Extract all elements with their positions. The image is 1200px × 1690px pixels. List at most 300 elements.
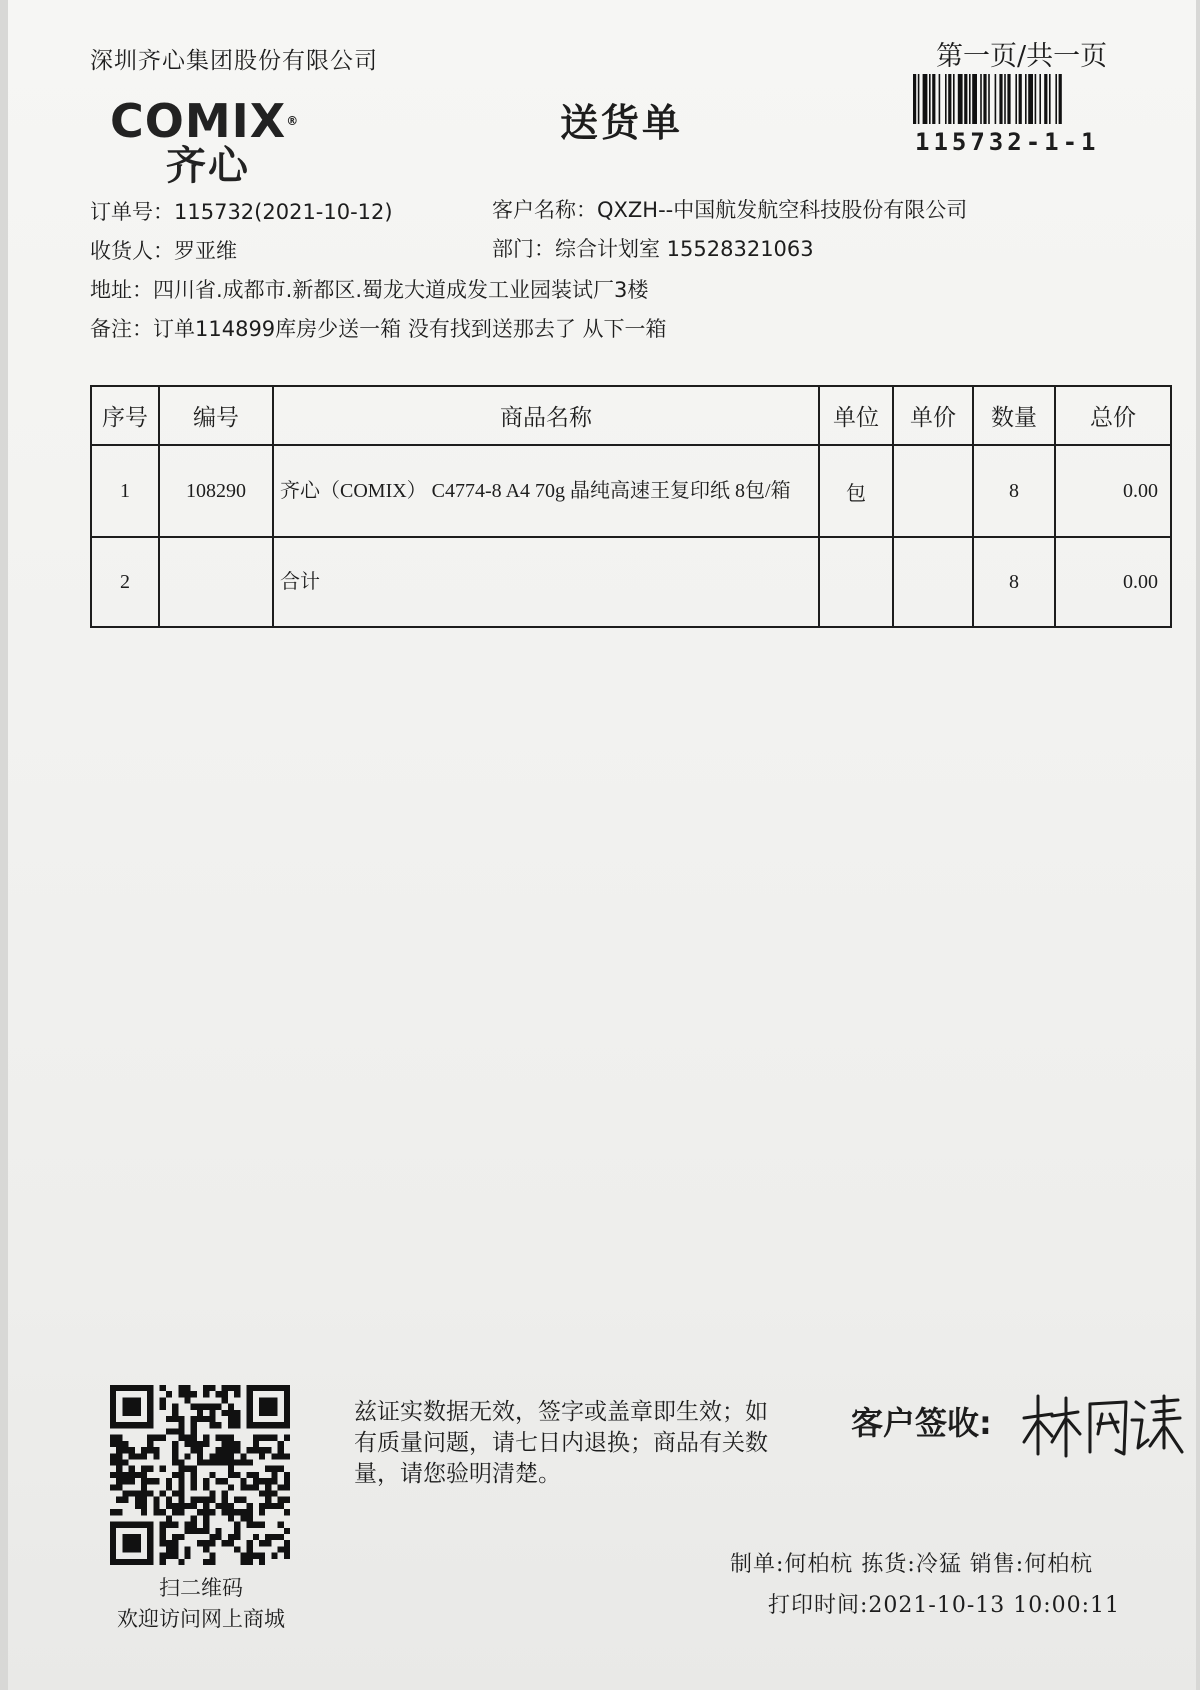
qr-module (141, 1497, 147, 1503)
qr-module (222, 1478, 228, 1484)
barcode-bar (980, 74, 982, 124)
qr-module (116, 1385, 122, 1391)
cell-code: 108290 (159, 445, 273, 537)
qr-module (160, 1491, 166, 1497)
qr-module (141, 1559, 147, 1565)
table-header-row (91, 386, 1171, 445)
qr-module (135, 1559, 141, 1565)
qr-module (172, 1534, 178, 1540)
qr-module (271, 1491, 277, 1497)
qr-module (172, 1410, 178, 1416)
qr-module (209, 1453, 215, 1459)
qr-module (191, 1497, 197, 1503)
cell-product-name: 齐心（COMIX） C4774-8 A4 70g 晶纯高速王复印纸 8包/箱 (273, 445, 819, 537)
qr-module (259, 1509, 265, 1515)
qr-module (172, 1447, 178, 1453)
qr-module (234, 1497, 240, 1503)
qr-module (141, 1385, 147, 1391)
qr-module (135, 1503, 141, 1509)
barcode-bar (995, 74, 997, 124)
qr-module (259, 1397, 265, 1403)
comix-logo: COMIX® 齐心 (110, 94, 300, 189)
qr-module (265, 1447, 271, 1453)
qr-module (191, 1391, 197, 1397)
qr-module (160, 1528, 166, 1534)
qr-module (191, 1466, 197, 1472)
logo-word: COMIX (110, 94, 287, 148)
qr-module (166, 1553, 172, 1559)
qr-module (135, 1410, 141, 1416)
qr-module (259, 1385, 265, 1391)
qr-module (147, 1466, 153, 1472)
document-title: 送货单 (560, 101, 684, 145)
qr-module (116, 1497, 122, 1503)
qr-module (197, 1497, 203, 1503)
qr-module (135, 1497, 141, 1503)
qr-module (135, 1472, 141, 1478)
qr-module (265, 1534, 271, 1540)
qr-module (135, 1534, 141, 1540)
qr-module (110, 1484, 116, 1490)
qr-module (278, 1546, 284, 1552)
qr-module (259, 1410, 265, 1416)
qr-module (222, 1397, 228, 1403)
qr-module (172, 1509, 178, 1515)
cell-unit (819, 537, 893, 627)
qr-module (216, 1534, 222, 1540)
barcode-bar (923, 74, 928, 124)
qr-module (203, 1478, 209, 1484)
qr-module (259, 1422, 265, 1428)
qr-module (110, 1528, 116, 1534)
qr-module (147, 1397, 153, 1403)
qr-module (228, 1441, 234, 1447)
qr-module (247, 1509, 253, 1515)
qr-module (184, 1522, 190, 1528)
qr-module (116, 1478, 122, 1484)
barcode-bar (1049, 74, 1051, 124)
qr-module (234, 1391, 240, 1397)
qr-module (247, 1391, 253, 1397)
qr-module (222, 1491, 228, 1497)
qr-module (178, 1466, 184, 1472)
qr-module (141, 1422, 147, 1428)
cell-unit-price (893, 537, 973, 627)
barcode-bar (1039, 74, 1041, 124)
qr-module (147, 1553, 153, 1559)
qr-module (265, 1397, 271, 1403)
qr-module (216, 1422, 222, 1428)
qr-module (234, 1509, 240, 1515)
remark: 备注：订单114899库房少送一箱 没有找到送那去了 从下一箱 (90, 317, 667, 341)
qr-module (122, 1534, 128, 1540)
qr-module (284, 1528, 290, 1534)
customer-signature-label: 客户签收: (851, 1404, 992, 1442)
qr-module (247, 1422, 253, 1428)
qr-module (129, 1447, 135, 1453)
qr-module (284, 1497, 290, 1503)
qr-module (147, 1559, 153, 1565)
qr-module (209, 1497, 215, 1503)
qr-module (147, 1391, 153, 1397)
qr-module (203, 1416, 209, 1422)
qr-module (160, 1553, 166, 1559)
qr-module (172, 1472, 178, 1478)
qr-module (228, 1435, 234, 1441)
qr-module (234, 1459, 240, 1465)
qr-module (160, 1385, 166, 1391)
barcode-bar (999, 74, 1002, 124)
qr-module (184, 1466, 190, 1472)
qr-module (153, 1503, 159, 1509)
qr-module (222, 1447, 228, 1453)
qr-module (284, 1546, 290, 1552)
barcode-bar (913, 74, 916, 124)
barcode-bar (969, 74, 971, 124)
qr-module (147, 1540, 153, 1546)
qr-module (234, 1534, 240, 1540)
qr-module (265, 1497, 271, 1503)
qr-module (178, 1534, 184, 1540)
qr-module (147, 1441, 153, 1447)
qr-module (166, 1484, 172, 1490)
qr-module (166, 1428, 172, 1434)
qr-module (129, 1491, 135, 1497)
qr-module (166, 1497, 172, 1503)
qr-module (135, 1397, 141, 1403)
barcode-bar (983, 74, 986, 124)
qr-module (122, 1491, 128, 1497)
qr-module (278, 1484, 284, 1490)
qr-module (135, 1491, 141, 1497)
qr-module (147, 1447, 153, 1453)
qr-module (278, 1503, 284, 1509)
qr-module (172, 1441, 178, 1447)
qr-module (284, 1472, 290, 1478)
qr-module (216, 1447, 222, 1453)
qr-module (240, 1478, 246, 1484)
qr-module (166, 1478, 172, 1484)
qr-module (222, 1435, 228, 1441)
qr-module (178, 1559, 184, 1565)
qr-module (116, 1422, 122, 1428)
qr-module (253, 1447, 259, 1453)
qr-module (271, 1478, 277, 1484)
qr-module (141, 1478, 147, 1484)
qr-module (135, 1522, 141, 1528)
qr-module (240, 1553, 246, 1559)
qr-module (247, 1416, 253, 1422)
qr-module (110, 1416, 116, 1422)
qr-module (178, 1385, 184, 1391)
qr-module (172, 1503, 178, 1509)
qr-module (191, 1472, 197, 1478)
qr-module (259, 1404, 265, 1410)
qr-module (228, 1509, 234, 1515)
qr-module (141, 1484, 147, 1490)
qr-module (197, 1459, 203, 1465)
qr-module (247, 1559, 253, 1565)
qr-module (234, 1410, 240, 1416)
notice-text: 兹证实数据无效，签字或盖章即生效；如有质量问题，请七日内退换；商品有关数量，请您验明清楚。 (354, 1399, 768, 1487)
qr-module (216, 1478, 222, 1484)
qr-module (160, 1540, 166, 1546)
qr-module (110, 1522, 116, 1528)
qr-module (284, 1416, 290, 1422)
qr-module (265, 1540, 271, 1546)
qr-module (247, 1546, 253, 1552)
qr-module (129, 1522, 135, 1528)
qr-module (184, 1391, 190, 1397)
qr-module (284, 1404, 290, 1410)
qr-module (240, 1459, 246, 1465)
barcode-bar (1019, 74, 1022, 124)
qr-module (110, 1404, 116, 1410)
qr-module (228, 1472, 234, 1478)
qr-module (191, 1447, 197, 1453)
qr-module (265, 1491, 271, 1497)
qr-module (259, 1491, 265, 1497)
barcode-bar (939, 74, 941, 124)
qr-module (116, 1472, 122, 1478)
barcode-bar (1015, 74, 1017, 124)
qr-caption-scan: 扫二维码 (159, 1576, 243, 1600)
cell-code (159, 537, 273, 627)
qr-module (253, 1422, 259, 1428)
qr-module (234, 1546, 240, 1552)
qr-module (191, 1484, 197, 1490)
qr-module (122, 1540, 128, 1546)
qr-module (172, 1459, 178, 1465)
qr-module (240, 1515, 246, 1521)
qr-module (160, 1466, 166, 1472)
qr-module (122, 1410, 128, 1416)
qr-module (228, 1534, 234, 1540)
qr-module (178, 1497, 184, 1503)
header-unit-price: 单价 (893, 386, 973, 445)
qr-module (203, 1404, 209, 1410)
qr-module (203, 1385, 209, 1391)
qr-module (141, 1503, 147, 1509)
qr-module (259, 1522, 265, 1528)
qr-module (247, 1503, 253, 1509)
receiver: 收货人：罗亚维 (90, 239, 237, 263)
qr-module (203, 1509, 209, 1515)
cell-unit-price (893, 445, 973, 537)
qr-module (191, 1422, 197, 1428)
header-unit: 单位 (819, 386, 893, 445)
qr-module (129, 1559, 135, 1565)
qr-module (228, 1459, 234, 1465)
qr-module (209, 1410, 215, 1416)
qr-module (172, 1453, 178, 1459)
qr-module (209, 1404, 215, 1410)
barcode-bar (953, 74, 955, 124)
qr-module (234, 1528, 240, 1534)
qr-module (271, 1397, 277, 1403)
qr-module (240, 1453, 246, 1459)
qr-module (228, 1540, 234, 1546)
qr-module (197, 1441, 203, 1447)
qr-module (203, 1441, 209, 1447)
qr-module (247, 1522, 253, 1528)
qr-module (166, 1546, 172, 1552)
qr-module (135, 1453, 141, 1459)
qr-module (178, 1503, 184, 1509)
qr-module (228, 1447, 234, 1453)
qr-module (228, 1453, 234, 1459)
cell-seq: 2 (91, 537, 159, 627)
qr-module (271, 1385, 277, 1391)
qr-module (147, 1385, 153, 1391)
qr-module (197, 1404, 203, 1410)
qr-module (247, 1515, 253, 1521)
qr-module (135, 1546, 141, 1552)
qr-module (203, 1435, 209, 1441)
qr-module (209, 1459, 215, 1465)
qr-module (191, 1478, 197, 1484)
qr-module (160, 1534, 166, 1540)
header-total: 总价 (1055, 386, 1171, 445)
qr-module (191, 1528, 197, 1534)
qr-module (203, 1522, 209, 1528)
qr-caption (108, 1573, 294, 1635)
qr-module (141, 1466, 147, 1472)
qr-module (141, 1491, 147, 1497)
qr-module (203, 1528, 209, 1534)
barcode-bar (932, 74, 935, 124)
barcode-bar (929, 74, 931, 124)
qr-module (110, 1453, 116, 1459)
qr-module (234, 1472, 240, 1478)
barcode-bar (1059, 74, 1062, 124)
barcode-bar (1025, 74, 1027, 124)
qr-module (278, 1466, 284, 1472)
qr-module (209, 1534, 215, 1540)
qr-module (271, 1422, 277, 1428)
qr-module (153, 1497, 159, 1503)
qr-module (129, 1410, 135, 1416)
qr-module (178, 1428, 184, 1434)
qr-code[interactable] (110, 1385, 290, 1565)
qr-module (265, 1503, 271, 1509)
barcode-bar (1055, 74, 1057, 124)
qr-module (153, 1453, 159, 1459)
qr-module (110, 1410, 116, 1416)
qr-module (135, 1385, 141, 1391)
qr-module (122, 1422, 128, 1428)
qr-module (110, 1391, 116, 1397)
qr-module (284, 1397, 290, 1403)
qr-module (153, 1447, 159, 1453)
qr-module (122, 1546, 128, 1552)
qr-module (129, 1534, 135, 1540)
qr-caption-welcome: 欢迎访问网上商城 (117, 1607, 285, 1631)
qr-module (203, 1497, 209, 1503)
qr-module (228, 1515, 234, 1521)
qr-module (178, 1391, 184, 1397)
qr-module (247, 1472, 253, 1478)
qr-module (147, 1410, 153, 1416)
qr-module (178, 1472, 184, 1478)
barcode-bar (958, 74, 963, 124)
qr-module (197, 1410, 203, 1416)
barcode (913, 74, 1125, 124)
qr-module (184, 1503, 190, 1509)
qr-module (284, 1509, 290, 1515)
print-time: 打印时间:2021-10-13 10:00:11 (768, 1593, 1121, 1618)
qr-module (116, 1484, 122, 1490)
qr-module (228, 1422, 234, 1428)
qr-module (191, 1503, 197, 1509)
qr-module (184, 1453, 190, 1459)
qr-module (203, 1503, 209, 1509)
department: 部门：综合计划室 15528321063 (492, 237, 814, 261)
qr-module (116, 1441, 122, 1447)
qr-module (110, 1534, 116, 1540)
qr-module (259, 1447, 265, 1453)
header-product-name: 商品名称 (273, 386, 819, 445)
qr-module (222, 1540, 228, 1546)
qr-module (116, 1522, 122, 1528)
customer-name: 客户名称：QXZH--中国航发航空科技股份有限公司 (492, 198, 968, 222)
qr-module (234, 1385, 240, 1391)
qr-module (110, 1559, 116, 1565)
qr-module (284, 1553, 290, 1559)
qr-module (153, 1509, 159, 1515)
qr-module (172, 1428, 178, 1434)
barcode-bar (1004, 74, 1006, 124)
qr-module (216, 1503, 222, 1509)
qr-module (122, 1522, 128, 1528)
qr-module (284, 1453, 290, 1459)
qr-module (178, 1416, 184, 1422)
qr-module (222, 1385, 228, 1391)
qr-module (141, 1447, 147, 1453)
qr-module (234, 1416, 240, 1422)
page-info: 第一页/共一页 (936, 41, 1108, 72)
qr-module (178, 1491, 184, 1497)
qr-module (160, 1522, 166, 1528)
qr-module (271, 1453, 277, 1459)
qr-module (209, 1385, 215, 1391)
qr-module (147, 1522, 153, 1528)
qr-module (228, 1410, 234, 1416)
qr-module (228, 1484, 234, 1490)
cell-unit: 包 (819, 445, 893, 537)
qr-module (178, 1478, 184, 1484)
qr-module (203, 1484, 209, 1490)
header-code: 编号 (159, 386, 273, 445)
qr-module (116, 1509, 122, 1515)
qr-module (172, 1416, 178, 1422)
address: 地址：四川省.成都市.新都区.蜀龙大道成发工业园装试厂3楼 (90, 278, 649, 302)
logo-chinese: 齐心 (166, 143, 250, 189)
qr-module (110, 1435, 116, 1441)
qr-module (122, 1472, 128, 1478)
qr-module (197, 1509, 203, 1515)
qr-module (191, 1441, 197, 1447)
qr-module (116, 1459, 122, 1465)
qr-module (228, 1503, 234, 1509)
qr-module (147, 1422, 153, 1428)
qr-module (247, 1540, 253, 1546)
cell-quantity: 8 (973, 445, 1055, 537)
qr-module (116, 1447, 122, 1453)
qr-module (278, 1385, 284, 1391)
qr-module (135, 1422, 141, 1428)
cell-seq: 1 (91, 445, 159, 537)
